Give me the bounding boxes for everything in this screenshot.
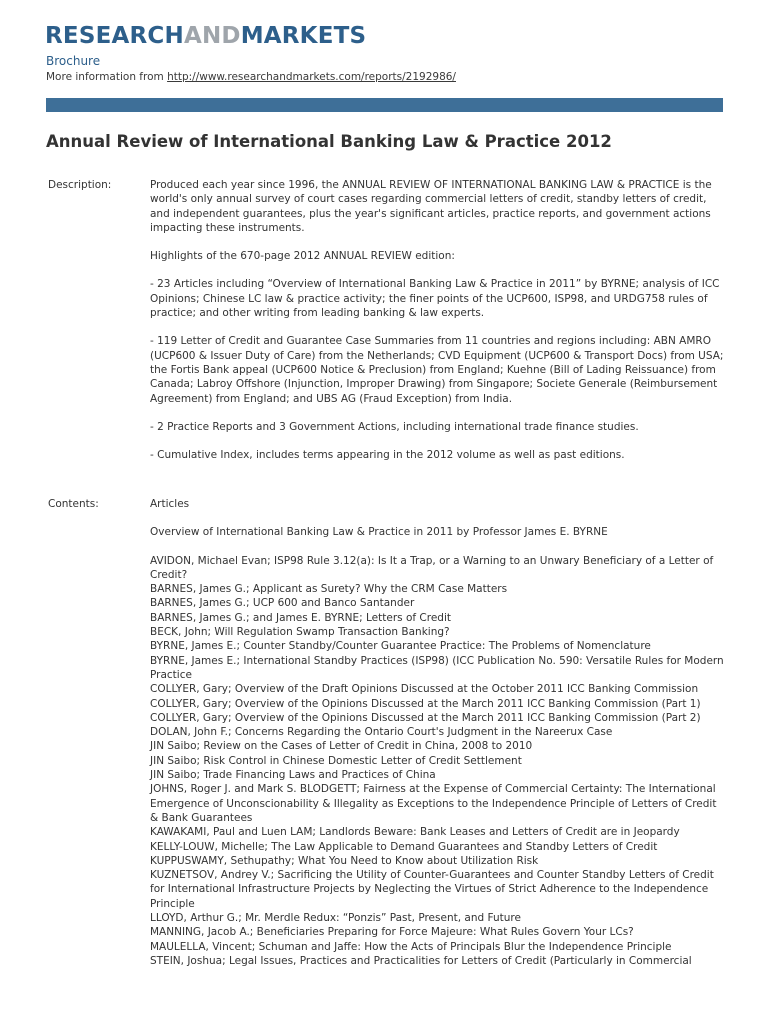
page-title: Annual Review of International Banking Law & Practice 2012 bbox=[46, 132, 612, 151]
more-info-prefix: More information from bbox=[46, 71, 168, 83]
more-info-line bbox=[46, 71, 456, 84]
article-item: COLLYER, Gary; Overview of the Opinions Discussed at the March 2011 ICC Banking Commission (Part 2) bbox=[150, 711, 701, 724]
description-label: Description: bbox=[48, 179, 112, 191]
contents-body bbox=[150, 497, 726, 968]
contents-overview: Overview of International Banking Law & Practice in 2011 by Professor James E. BYRNE bbox=[150, 526, 608, 539]
logo-research: RESEARCH bbox=[45, 23, 184, 49]
article-item: BARNES, James G.; Applicant as Surety? Why the CRM Case Matters bbox=[150, 583, 508, 596]
article-item: BARNES, James G.; and James E. BYRNE; Letters of Credit bbox=[150, 611, 451, 624]
article-list bbox=[150, 554, 726, 969]
article-item: COLLYER, Gary; Overview of the Draft Opinions Discussed at the October 2011 ICC Banking Commission bbox=[150, 683, 699, 696]
description-paragraph: - 119 Letter of Credit and Guarantee Case Summaries from 11 countries and regions including: ABN AMRO (UCP600 & Issuer Duty of Care) from the Netherlands; CVD Equipment (UCP600 & Transport Docs) from USA; the Fortis Bank appeal (UCP600 Notice & Preclusion) from England; Kuehne (Bill of Lading Reissuance) from Canada; Labroy Offshore (Injunction, Improper Drawing) from Singapore; Societe Generale (Reimbursement Agreement) from England; and UBS AG (Fraud Exception) from India. bbox=[150, 335, 724, 405]
article-item: KUZNETSOV, Andrey V.; Sacrificing the Utility of Counter-Guarantees and Counter Standby Letters of Credit for International Infrastructure Projects by Neglecting the Virtues of Strict Adherence to the Independence Principle bbox=[150, 869, 714, 910]
contents-heading: Articles bbox=[150, 498, 190, 510]
article-item: JOHNS, Roger J. and Mark S. BLODGETT; Fairness at the Expense of Commercial Certainty: The International Emergence of Unconscionability & Illegality as Exceptions to the Independence Principle of Letters of Credit & Bank Guarantees bbox=[150, 783, 717, 824]
article-item: KAWAKAMI, Paul and Luen LAM; Landlords Beware: Bank Leases and Letters of Credit are in Jeopardy bbox=[150, 826, 680, 839]
article-item: AVIDON, Michael Evan; ISP98 Rule 3.12(a): Is It a Trap, or a Warning to an Unwary Beneficiary of a Letter of Credit? bbox=[150, 554, 714, 581]
article-item: JIN Saibo; Review on the Cases of Letter of Credit in China, 2008 to 2010 bbox=[150, 740, 533, 753]
description-paragraph: - 23 Articles including “Overview of International Banking Law & Practice in 2011” by BYRNE; analysis of ICC Opinions; Chinese LC law & practice activity; the finer points of the UCP600, ISP98, and URDG758 rules of practice; and other writing from leading banking & law experts. bbox=[150, 278, 720, 320]
logo-markets: MARKETS bbox=[240, 23, 367, 49]
article-item: COLLYER, Gary; Overview of the Opinions Discussed at the March 2011 ICC Banking Commission (Part 1) bbox=[150, 697, 701, 710]
article-item: JIN Saibo; Risk Control in Chinese Domestic Letter of Credit Settlement bbox=[150, 754, 522, 767]
article-item: BECK, John; Will Regulation Swamp Transaction Banking? bbox=[150, 626, 450, 639]
logo bbox=[45, 22, 366, 50]
article-item: LLOYD, Arthur G.; Mr. Merdle Redux: “Ponzis” Past, Present, and Future bbox=[150, 912, 521, 925]
article-item: BYRNE, James E.; International Standby Practices (ISP98) (ICC Publication No. 590: Versatile Rules for Modern Practice bbox=[150, 654, 724, 681]
article-item: BARNES, James G.; UCP 600 and Banco Santander bbox=[150, 597, 415, 610]
brochure-label: Brochure bbox=[46, 54, 101, 68]
description-paragraph: Produced each year since 1996, the ANNUAL REVIEW OF INTERNATIONAL BANKING LAW & PRACTICE is the world's only annual survey of court cases regarding commercial letters of credit, standby letters of credit, and independent guarantees, plus the year's significant articles, practice reports, and government actions impacting these instruments. bbox=[150, 179, 712, 234]
description-body bbox=[150, 178, 726, 476]
description-paragraph: - Cumulative Index, includes terms appearing in the 2012 volume as well as past editions. bbox=[150, 449, 625, 462]
article-item: MANNING, Jacob A.; Beneficiaries Preparing for Force Majeure: What Rules Govern Your LCs? bbox=[150, 926, 634, 939]
article-item: JIN Saibo; Trade Financing Laws and Practices of China bbox=[150, 769, 436, 782]
article-item: BYRNE, James E.; Counter Standby/Counter Guarantee Practice: The Problems of Nomenclature bbox=[150, 640, 651, 653]
description-paragraph: Highlights of the 670-page 2012 ANNUAL REVIEW edition: bbox=[150, 250, 455, 263]
article-item: DOLAN, John F.; Concerns Regarding the Ontario Court's Judgment in the Nareerux Case bbox=[150, 726, 613, 739]
header-divider-bar bbox=[46, 98, 723, 112]
report-link[interactable]: http://www.researchandmarkets.com/reports/2192986/ bbox=[167, 71, 456, 83]
description-paragraph: - 2 Practice Reports and 3 Government Actions, including international trade finance studies. bbox=[150, 420, 639, 433]
article-item: KELLY-LOUW, Michelle; The Law Applicable to Demand Guarantees and Standby Letters of Credit bbox=[150, 840, 658, 853]
article-item: STEIN, Joshua; Legal Issues, Practices and Practicalities for Letters of Credit (Particularly in Commercial bbox=[150, 954, 692, 967]
logo-and: AND bbox=[183, 23, 241, 49]
article-item: KUPPUSWAMY, Sethupathy; What You Need to Know about Utilization Risk bbox=[150, 854, 539, 867]
article-item: MAULELLA, Vincent; Schuman and Jaffe: How the Acts of Principals Blur the Independence Principle bbox=[150, 940, 672, 953]
contents-label: Contents: bbox=[48, 498, 99, 510]
